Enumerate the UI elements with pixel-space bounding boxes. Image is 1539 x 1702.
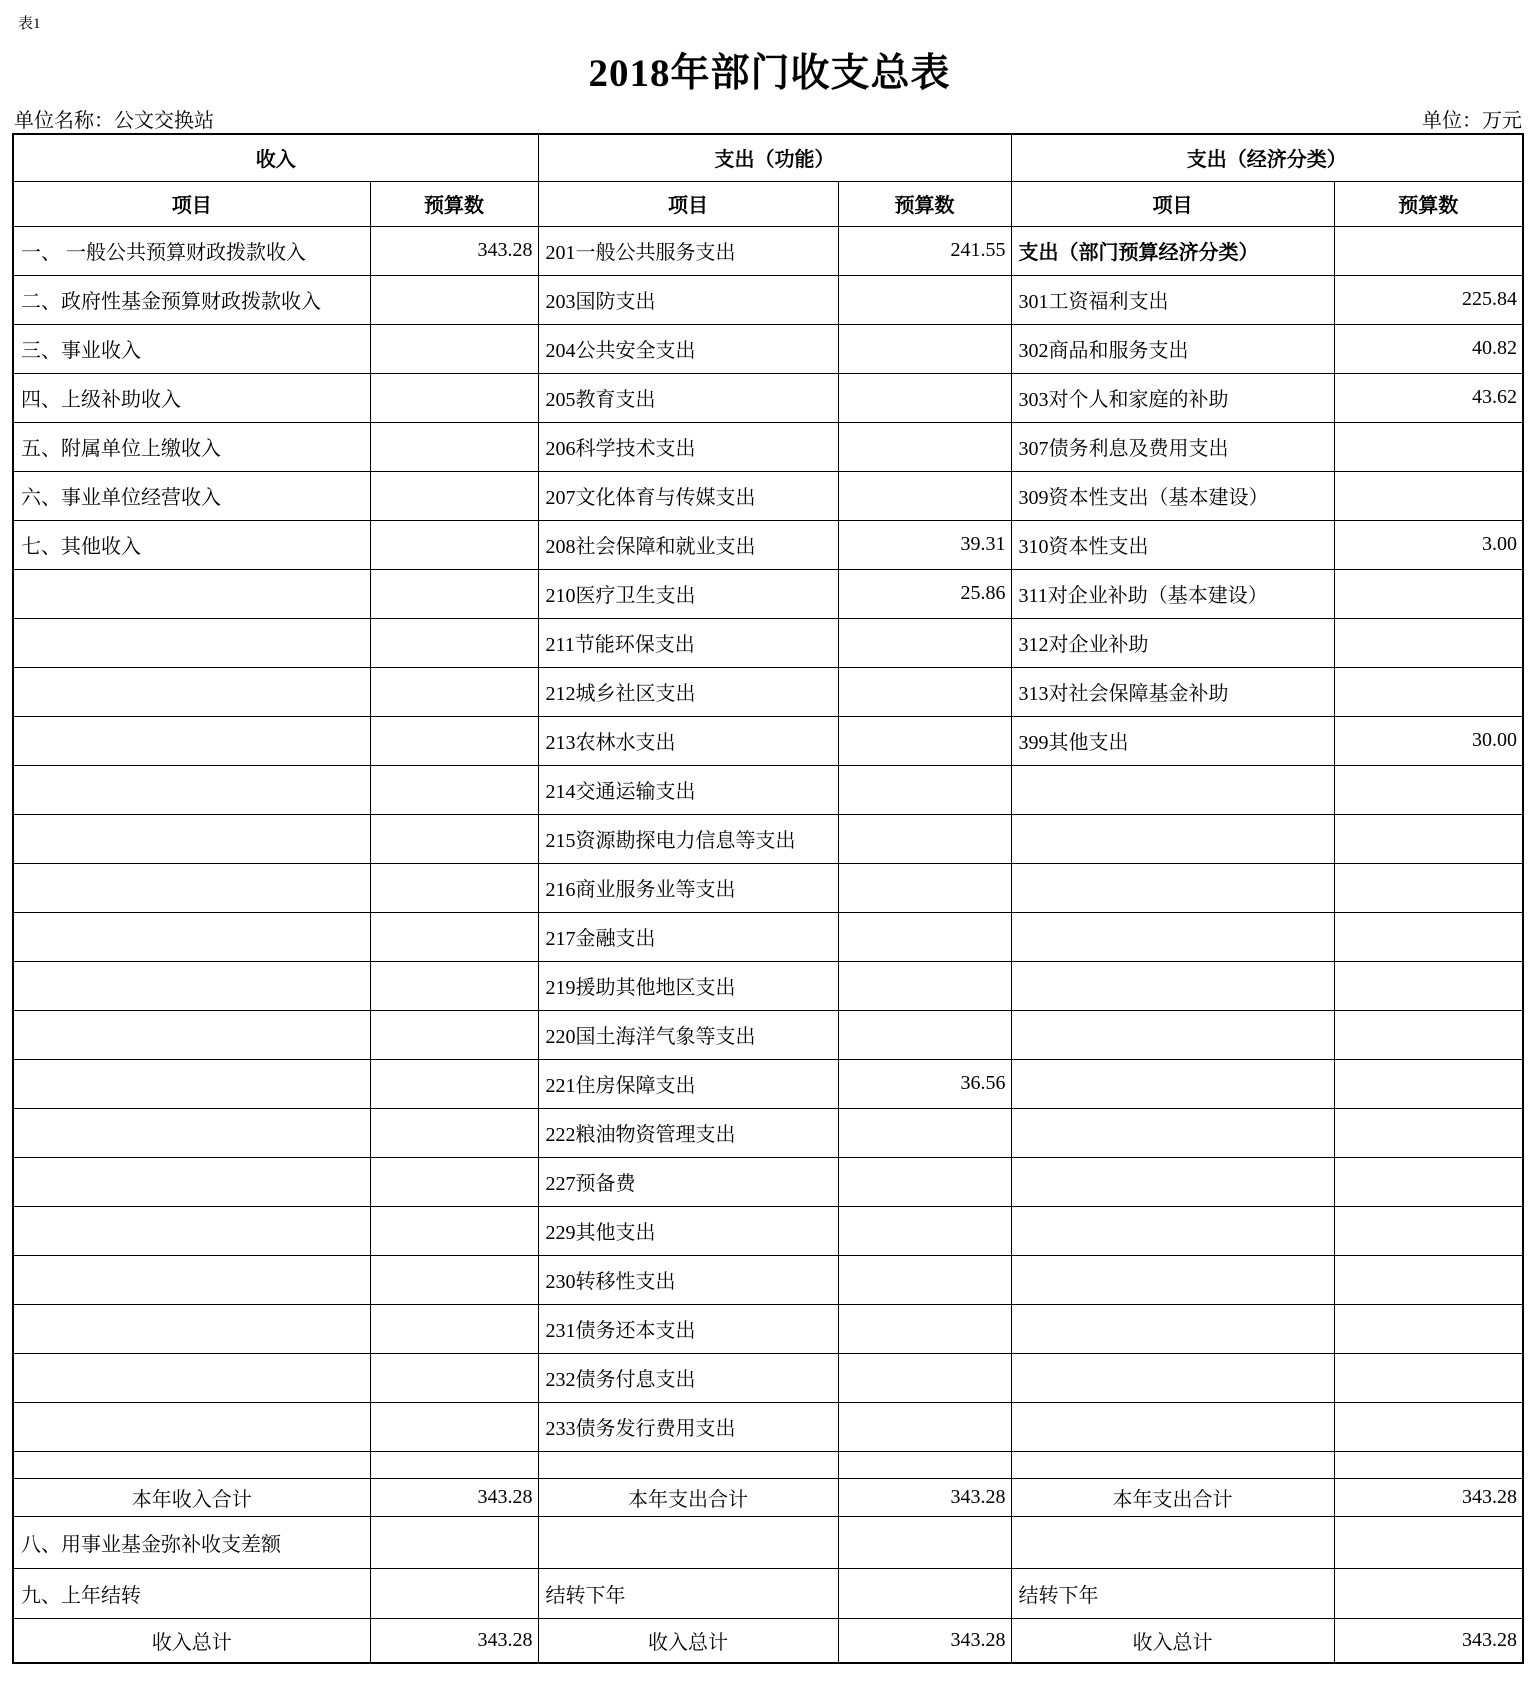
economic-item-cell: 302商品和服务支出 [1011, 324, 1334, 373]
table-row [13, 324, 1523, 373]
income-budget-cell [370, 618, 538, 667]
table-row [13, 373, 1523, 422]
function-item-cell: 结转下年 [538, 1568, 838, 1618]
function-budget-cell: 39.31 [838, 520, 1011, 569]
income-item-cell [13, 1255, 370, 1304]
economic-item-cell: 支出（部门预算经济分类） [1011, 226, 1334, 275]
function-item-cell: 207文化体育与传媒支出 [538, 471, 838, 520]
income-item-cell [13, 863, 370, 912]
income-budget-cell: 343.28 [370, 226, 538, 275]
function-item-cell [538, 1516, 838, 1568]
column-header-economic-item: 项目 [1011, 181, 1334, 226]
economic-budget-cell [1334, 814, 1523, 863]
spacer-row [13, 1451, 1523, 1478]
economic-item-cell [1011, 961, 1334, 1010]
function-item-cell: 232债务付息支出 [538, 1353, 838, 1402]
table-row [13, 618, 1523, 667]
income-item-cell: 三、事业收入 [13, 324, 370, 373]
economic-budget-cell [1334, 1255, 1523, 1304]
economic-budget-cell [1334, 618, 1523, 667]
table-row [13, 814, 1523, 863]
function-budget-cell: 343.28 [838, 1618, 1011, 1663]
income-item-cell [13, 1451, 370, 1478]
function-budget-cell [838, 275, 1011, 324]
economic-item-cell [1011, 1402, 1334, 1451]
function-item-cell: 216商业服务业等支出 [538, 863, 838, 912]
economic-item-cell: 310资本性支出 [1011, 520, 1334, 569]
section-header-income: 收入 [13, 134, 538, 181]
economic-item-cell: 301工资福利支出 [1011, 275, 1334, 324]
function-item-cell [538, 1451, 838, 1478]
table-row [13, 569, 1523, 618]
income-budget-cell: 343.28 [370, 1478, 538, 1516]
income-budget-cell [370, 275, 538, 324]
income-budget-cell [370, 716, 538, 765]
income-budget-cell [370, 961, 538, 1010]
economic-budget-cell [1334, 1206, 1523, 1255]
unit-measure-label: 单位：万元 [1422, 110, 1522, 132]
table-header [13, 134, 1523, 226]
income-item-cell [13, 569, 370, 618]
economic-budget-cell: 225.84 [1334, 275, 1523, 324]
economic-item-cell: 312对企业补助 [1011, 618, 1334, 667]
table-row [13, 1255, 1523, 1304]
table-row [13, 1157, 1523, 1206]
economic-item-cell: 收入总计 [1011, 1618, 1334, 1663]
function-item-cell: 201一般公共服务支出 [538, 226, 838, 275]
table-row [13, 667, 1523, 716]
economic-budget-cell: 343.28 [1334, 1478, 1523, 1516]
budget-table [12, 133, 1524, 1664]
economic-item-cell [1011, 814, 1334, 863]
column-header-function-item: 项目 [538, 181, 838, 226]
function-budget-cell [838, 1568, 1011, 1618]
table-row [13, 1108, 1523, 1157]
economic-item-cell: 309资本性支出（基本建设） [1011, 471, 1334, 520]
function-item-cell: 217金融支出 [538, 912, 838, 961]
table-row [13, 765, 1523, 814]
function-budget-cell [838, 765, 1011, 814]
function-budget-cell [838, 814, 1011, 863]
income-item-cell [13, 961, 370, 1010]
economic-budget-cell [1334, 1010, 1523, 1059]
function-budget-cell [838, 716, 1011, 765]
income-budget-cell [370, 765, 538, 814]
economic-budget-cell [1334, 1568, 1523, 1618]
column-header-economic-budget: 预算数 [1334, 181, 1523, 226]
income-budget-cell [370, 912, 538, 961]
income-item-cell [13, 1402, 370, 1451]
income-budget-cell [370, 1353, 538, 1402]
table-row [13, 716, 1523, 765]
section-header-economic: 支出（经济分类） [1011, 134, 1523, 181]
table-row [13, 1353, 1523, 1402]
economic-item-cell [1011, 1010, 1334, 1059]
economic-budget-cell [1334, 1451, 1523, 1478]
income-item-cell: 一、 一般公共预算财政拨款收入 [13, 226, 370, 275]
economic-budget-cell: 43.62 [1334, 373, 1523, 422]
function-budget-cell [838, 1516, 1011, 1568]
function-item-cell: 210医疗卫生支出 [538, 569, 838, 618]
function-budget-cell: 343.28 [838, 1478, 1011, 1516]
function-item-cell: 收入总计 [538, 1618, 838, 1663]
economic-item-cell [1011, 1255, 1334, 1304]
table-row [13, 1059, 1523, 1108]
economic-budget-cell: 343.28 [1334, 1618, 1523, 1663]
meta-line [14, 104, 1522, 133]
economic-budget-cell [1334, 1108, 1523, 1157]
function-budget-cell [838, 1402, 1011, 1451]
income-item-cell [13, 765, 370, 814]
function-budget-cell [838, 422, 1011, 471]
economic-item-cell [1011, 1157, 1334, 1206]
page-title: 2018年部门收支总表 [588, 52, 951, 95]
function-budget-cell: 25.86 [838, 569, 1011, 618]
function-budget-cell [838, 1157, 1011, 1206]
function-item-cell: 212城乡社区支出 [538, 667, 838, 716]
function-item-cell: 203国防支出 [538, 275, 838, 324]
income-budget-cell [370, 667, 538, 716]
economic-budget-cell [1334, 1516, 1523, 1568]
economic-item-cell [1011, 1108, 1334, 1157]
income-item-cell: 七、其他收入 [13, 520, 370, 569]
table-row [13, 961, 1523, 1010]
unit-name-label: 单位名称：公文交换站 [14, 110, 214, 132]
income-item-cell [13, 1353, 370, 1402]
function-budget-cell [838, 1010, 1011, 1059]
income-budget-cell [370, 1402, 538, 1451]
economic-item-cell: 313对社会保障基金补助 [1011, 667, 1334, 716]
column-header-function-budget: 预算数 [838, 181, 1011, 226]
function-budget-cell: 36.56 [838, 1059, 1011, 1108]
table-row [13, 1206, 1523, 1255]
function-budget-cell [838, 618, 1011, 667]
economic-item-cell: 311对企业补助（基本建设） [1011, 569, 1334, 618]
economic-item-cell: 303对个人和家庭的补助 [1011, 373, 1334, 422]
function-budget-cell [838, 324, 1011, 373]
table-row [13, 471, 1523, 520]
income-item-cell: 本年收入合计 [13, 1478, 370, 1516]
function-budget-cell [838, 1206, 1011, 1255]
income-budget-cell [370, 1157, 538, 1206]
income-budget-cell [370, 373, 538, 422]
function-budget-cell [838, 471, 1011, 520]
income-item-cell [13, 1059, 370, 1108]
income-budget-cell [370, 1255, 538, 1304]
function-budget-cell [838, 1353, 1011, 1402]
function-item-cell: 206科学技术支出 [538, 422, 838, 471]
economic-item-cell [1011, 1516, 1334, 1568]
economic-budget-cell [1334, 1157, 1523, 1206]
income-item-cell [13, 667, 370, 716]
column-header-income-budget: 预算数 [370, 181, 538, 226]
function-item-cell: 204公共安全支出 [538, 324, 838, 373]
function-budget-cell [838, 912, 1011, 961]
table-row [13, 863, 1523, 912]
function-item-cell: 221住房保障支出 [538, 1059, 838, 1108]
economic-budget-cell [1334, 226, 1523, 275]
section-header-row [13, 134, 1523, 181]
income-budget-cell [370, 1568, 538, 1618]
column-header-row [13, 181, 1523, 226]
income-budget-cell [370, 1108, 538, 1157]
table-row [13, 226, 1523, 275]
income-item-cell: 六、事业单位经营收入 [13, 471, 370, 520]
table-label: 表1 [18, 16, 41, 32]
economic-budget-cell [1334, 912, 1523, 961]
income-budget-cell [370, 471, 538, 520]
function-item-cell: 227预备费 [538, 1157, 838, 1206]
economic-budget-cell [1334, 1059, 1523, 1108]
function-item-cell: 215资源勘探电力信息等支出 [538, 814, 838, 863]
function-budget-cell: 241.55 [838, 226, 1011, 275]
income-item-cell [13, 1010, 370, 1059]
function-item-cell: 213农林水支出 [538, 716, 838, 765]
function-budget-cell [838, 667, 1011, 716]
economic-budget-cell: 3.00 [1334, 520, 1523, 569]
function-budget-cell [838, 1108, 1011, 1157]
economic-item-cell: 307债务利息及费用支出 [1011, 422, 1334, 471]
table-row [13, 1618, 1523, 1663]
economic-budget-cell [1334, 765, 1523, 814]
income-item-cell: 五、附属单位上缴收入 [13, 422, 370, 471]
income-budget-cell [370, 569, 538, 618]
income-budget-cell: 343.28 [370, 1618, 538, 1663]
income-item-cell: 九、上年结转 [13, 1568, 370, 1618]
income-item-cell [13, 618, 370, 667]
income-item-cell: 二、政府性基金预算财政拨款收入 [13, 275, 370, 324]
income-budget-cell [370, 324, 538, 373]
table-row [13, 275, 1523, 324]
function-budget-cell [838, 1451, 1011, 1478]
income-budget-cell [370, 814, 538, 863]
economic-budget-cell [1334, 471, 1523, 520]
table-row [13, 1516, 1523, 1568]
income-item-cell [13, 1157, 370, 1206]
economic-budget-cell [1334, 1304, 1523, 1353]
economic-item-cell [1011, 1353, 1334, 1402]
economic-item-cell [1011, 863, 1334, 912]
function-budget-cell [838, 1255, 1011, 1304]
income-item-cell: 四、上级补助收入 [13, 373, 370, 422]
function-item-cell: 219援助其他地区支出 [538, 961, 838, 1010]
table-row [13, 912, 1523, 961]
economic-budget-cell [1334, 1353, 1523, 1402]
function-item-cell: 220国土海洋气象等支出 [538, 1010, 838, 1059]
table-row [13, 1402, 1523, 1451]
income-budget-cell [370, 1304, 538, 1353]
economic-item-cell [1011, 1206, 1334, 1255]
table-row [13, 422, 1523, 471]
function-item-cell: 233债务发行费用支出 [538, 1402, 838, 1451]
function-item-cell: 231债务还本支出 [538, 1304, 838, 1353]
economic-budget-cell [1334, 863, 1523, 912]
economic-budget-cell [1334, 569, 1523, 618]
income-item-cell: 收入总计 [13, 1618, 370, 1663]
function-budget-cell [838, 961, 1011, 1010]
income-budget-cell [370, 1516, 538, 1568]
income-item-cell [13, 814, 370, 863]
economic-item-cell [1011, 1304, 1334, 1353]
economic-item-cell: 399其他支出 [1011, 716, 1334, 765]
function-item-cell: 211节能环保支出 [538, 618, 838, 667]
income-budget-cell [370, 1059, 538, 1108]
economic-budget-cell [1334, 667, 1523, 716]
economic-item-cell: 本年支出合计 [1011, 1478, 1334, 1516]
column-header-income-item: 项目 [13, 181, 370, 226]
economic-budget-cell: 30.00 [1334, 716, 1523, 765]
function-budget-cell [838, 863, 1011, 912]
function-item-cell: 222粮油物资管理支出 [538, 1108, 838, 1157]
table-row [13, 1010, 1523, 1059]
section-header-function: 支出（功能） [538, 134, 1011, 181]
table-body [13, 226, 1523, 1663]
table-row [13, 520, 1523, 569]
economic-item-cell: 结转下年 [1011, 1568, 1334, 1618]
table-row [13, 1304, 1523, 1353]
income-budget-cell [370, 863, 538, 912]
function-item-cell: 本年支出合计 [538, 1478, 838, 1516]
function-item-cell: 208社会保障和就业支出 [538, 520, 838, 569]
function-item-cell: 230转移性支出 [538, 1255, 838, 1304]
income-budget-cell [370, 520, 538, 569]
income-item-cell [13, 1304, 370, 1353]
function-item-cell: 229其他支出 [538, 1206, 838, 1255]
income-item-cell [13, 1108, 370, 1157]
table-row [13, 1478, 1523, 1516]
income-budget-cell [370, 422, 538, 471]
income-item-cell: 八、用事业基金弥补收支差额 [13, 1516, 370, 1568]
income-item-cell [13, 912, 370, 961]
income-budget-cell [370, 1451, 538, 1478]
function-budget-cell [838, 1304, 1011, 1353]
economic-budget-cell: 40.82 [1334, 324, 1523, 373]
income-item-cell [13, 1206, 370, 1255]
economic-item-cell [1011, 912, 1334, 961]
economic-item-cell [1011, 1451, 1334, 1478]
table-row [13, 1568, 1523, 1618]
economic-budget-cell [1334, 961, 1523, 1010]
function-budget-cell [838, 373, 1011, 422]
economic-budget-cell [1334, 422, 1523, 471]
income-budget-cell [370, 1010, 538, 1059]
function-item-cell: 205教育支出 [538, 373, 838, 422]
income-item-cell [13, 716, 370, 765]
economic-item-cell [1011, 765, 1334, 814]
function-item-cell: 214交通运输支出 [538, 765, 838, 814]
economic-budget-cell [1334, 1402, 1523, 1451]
income-budget-cell [370, 1206, 538, 1255]
economic-item-cell [1011, 1059, 1334, 1108]
